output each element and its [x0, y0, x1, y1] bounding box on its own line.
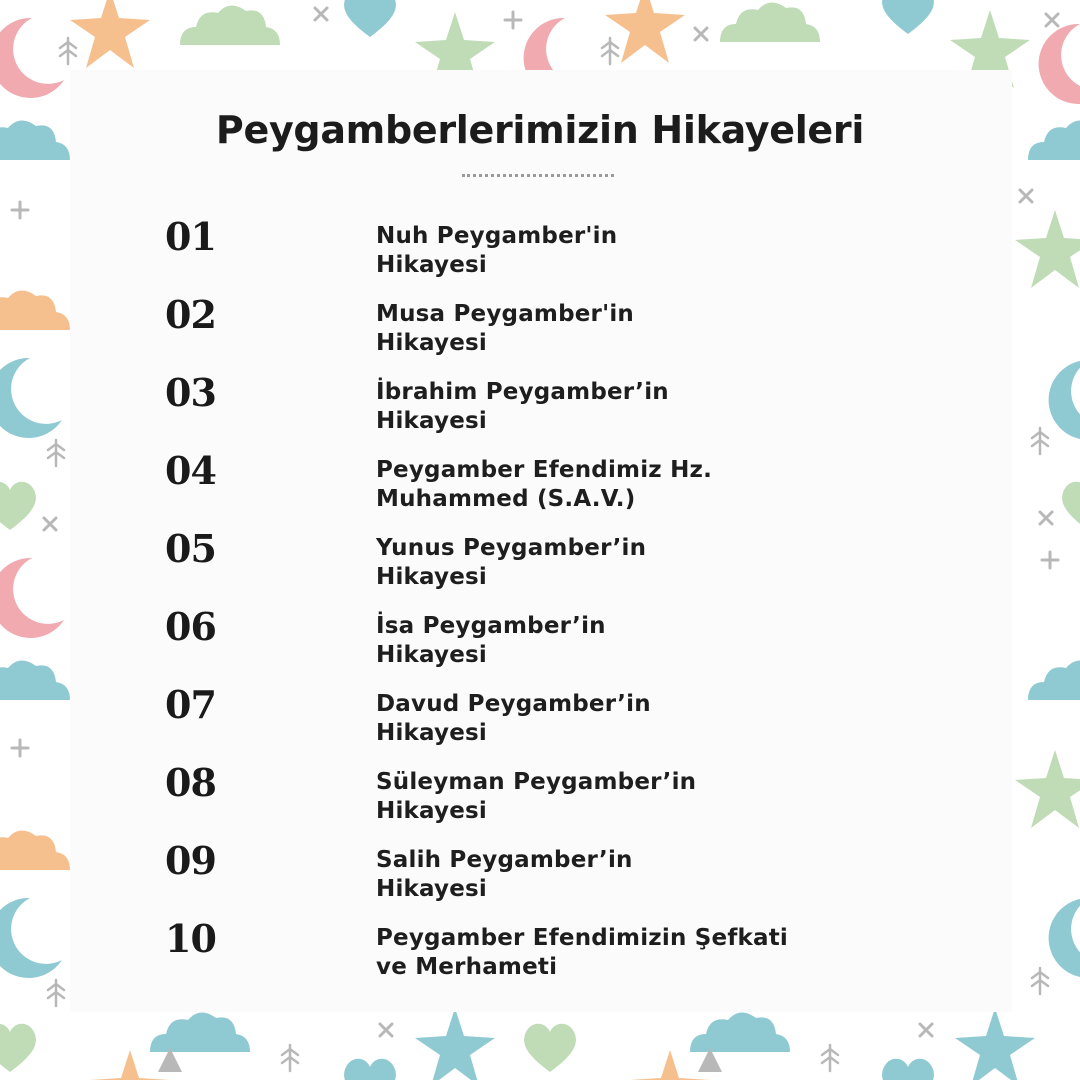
item-title-line1: Davud Peygamber’in — [376, 691, 651, 717]
item-number: 07 — [165, 682, 216, 727]
item-title — [376, 300, 836, 358]
item-title-line2: Hikayesi — [376, 720, 488, 746]
item-title-line1: Nuh Peygamber'in — [376, 223, 618, 249]
list-item — [0, 292, 1080, 362]
item-title-line2: Hikayesi — [376, 798, 488, 824]
item-title — [376, 846, 836, 904]
item-number: 04 — [165, 448, 216, 493]
item-title-line2: Hikayesi — [376, 642, 488, 668]
item-number: 06 — [165, 604, 216, 649]
border-bottom-pattern — [90, 1008, 1035, 1080]
item-title-line1: Süleyman Peygamber’in — [376, 769, 697, 795]
list-item — [0, 916, 1080, 986]
item-number: 09 — [165, 838, 216, 883]
list-item — [0, 448, 1080, 518]
item-title — [376, 690, 836, 748]
item-number: 08 — [165, 760, 216, 805]
item-number: 02 — [165, 292, 216, 337]
list-item — [0, 682, 1080, 752]
item-title-line2: Muhammed (S.A.V.) — [376, 486, 636, 512]
list-item — [0, 604, 1080, 674]
item-title — [376, 456, 836, 514]
list-item — [0, 760, 1080, 830]
list-item — [0, 526, 1080, 596]
item-title-line1: İsa Peygamber’in — [376, 613, 606, 639]
item-title — [376, 378, 836, 436]
item-title — [376, 924, 836, 982]
item-title-line2: Hikayesi — [376, 408, 488, 434]
item-number: 05 — [165, 526, 216, 571]
page-title: Peygamberlerimizin Hikayeleri — [215, 108, 865, 152]
item-number: 03 — [165, 370, 216, 415]
item-title-line1: Musa Peygamber'in — [376, 301, 634, 327]
title-dotted-divider — [462, 174, 614, 177]
list-item — [0, 214, 1080, 284]
list-item — [0, 370, 1080, 440]
item-title — [376, 612, 836, 670]
item-title — [376, 768, 836, 826]
item-number: 10 — [165, 916, 216, 961]
item-title-line2: Hikayesi — [376, 564, 488, 590]
item-title-line1: İbrahim Peygamber’in — [376, 379, 669, 405]
item-title-line2: Hikayesi — [376, 252, 488, 278]
item-number: 01 — [165, 214, 216, 259]
list-item — [0, 838, 1080, 908]
item-title — [376, 222, 836, 280]
item-title-line2: Hikayesi — [376, 330, 488, 356]
item-title-line1: Yunus Peygamber’in — [376, 535, 647, 561]
item-title-line1: Peygamber Efendimiz Hz. — [376, 457, 713, 483]
item-title-line2: ve Merhameti — [376, 954, 558, 980]
item-title-line1: Salih Peygamber’in — [376, 847, 633, 873]
item-title — [376, 534, 836, 592]
item-title-line2: Hikayesi — [376, 876, 488, 902]
item-title-line1: Peygamber Efendimizin Şefkati — [376, 925, 789, 951]
